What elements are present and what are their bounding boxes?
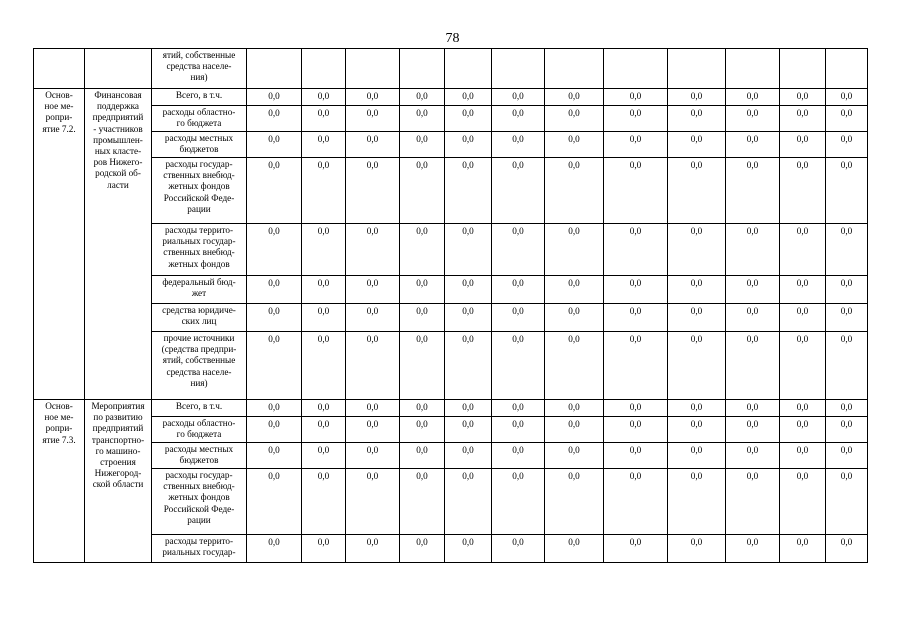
value-cell: 0,0	[400, 89, 445, 106]
value-cell: 0,0	[346, 469, 400, 535]
value-cell: 0,0	[247, 158, 302, 224]
value-cell: 0,0	[400, 106, 445, 132]
table-row	[34, 224, 868, 276]
value-cell: 0,0	[492, 443, 545, 469]
value-cell: 0,0	[400, 417, 445, 443]
value-cell: 0,0	[400, 400, 445, 417]
value-cell: 0,0	[726, 400, 780, 417]
value-cell: 0,0	[400, 535, 445, 563]
value-cell: 0,0	[346, 417, 400, 443]
value-cell: 0,0	[545, 224, 604, 276]
value-cell: 0,0	[668, 417, 726, 443]
value-cell: 0,0	[545, 400, 604, 417]
value-cell: 0,0	[346, 332, 400, 400]
value-cell: 0,0	[826, 535, 868, 563]
table-row	[34, 400, 868, 417]
activity-type-cell: Основ- ное ме- ропри- ятие 7.3.	[34, 400, 85, 563]
value-cell: 0,0	[604, 276, 668, 304]
value-cell: 0,0	[726, 224, 780, 276]
value-cell: 0,0	[302, 332, 346, 400]
value-cell: 0,0	[604, 535, 668, 563]
value-cell: 0,0	[445, 443, 492, 469]
value-cell: 0,0	[604, 417, 668, 443]
value-cell: 0,0	[346, 89, 400, 106]
value-cell	[302, 49, 346, 89]
value-cell: 0,0	[400, 224, 445, 276]
funding-source-cell: расходы областно- го бюджета	[152, 417, 247, 443]
value-cell: 0,0	[604, 443, 668, 469]
value-cell: 0,0	[247, 535, 302, 563]
value-cell: 0,0	[346, 304, 400, 332]
value-cell	[492, 49, 545, 89]
value-cell	[826, 49, 868, 89]
table-row	[34, 304, 868, 332]
activity-name-cell: Мероприятия по развитию предприятий транспортно- го машино- строения Нижегород- ской области	[85, 400, 152, 563]
value-cell: 0,0	[445, 158, 492, 224]
value-cell: 0,0	[247, 332, 302, 400]
value-cell: 0,0	[604, 400, 668, 417]
value-cell	[400, 49, 445, 89]
value-cell: 0,0	[668, 443, 726, 469]
value-cell: 0,0	[780, 535, 826, 563]
value-cell: 0,0	[604, 332, 668, 400]
value-cell: 0,0	[247, 417, 302, 443]
value-cell: 0,0	[346, 443, 400, 469]
value-cell: 0,0	[726, 535, 780, 563]
activity-type-cell: Основ- ное ме- ропри- ятие 7.2.	[34, 89, 85, 400]
value-cell: 0,0	[492, 332, 545, 400]
activity-name-cell: Финансовая поддержка предприятий - участников промышлен- ных класте- ров Нижего- родской об- ласти	[85, 89, 152, 400]
value-cell: 0,0	[247, 276, 302, 304]
value-cell: 0,0	[247, 106, 302, 132]
value-cell: 0,0	[826, 89, 868, 106]
value-cell: 0,0	[826, 158, 868, 224]
name-cell	[85, 49, 152, 89]
value-cell: 0,0	[604, 132, 668, 158]
value-cell: 0,0	[668, 469, 726, 535]
value-cell: 0,0	[545, 443, 604, 469]
value-cell: 0,0	[826, 469, 868, 535]
value-cell: 0,0	[492, 106, 545, 132]
value-cell: 0,0	[826, 332, 868, 400]
value-cell: 0,0	[492, 224, 545, 276]
value-cell: 0,0	[445, 276, 492, 304]
value-cell: 0,0	[492, 535, 545, 563]
value-cell: 0,0	[302, 224, 346, 276]
value-cell: 0,0	[445, 304, 492, 332]
value-cell: 0,0	[726, 469, 780, 535]
table-row	[34, 276, 868, 304]
funding-source-cell: расходы местных бюджетов	[152, 132, 247, 158]
value-cell: 0,0	[302, 304, 346, 332]
value-cell: 0,0	[668, 332, 726, 400]
value-cell: 0,0	[545, 276, 604, 304]
value-cell: 0,0	[445, 400, 492, 417]
value-cell: 0,0	[492, 400, 545, 417]
value-cell: 0,0	[302, 535, 346, 563]
value-cell: 0,0	[400, 469, 445, 535]
funding-source-cell: федеральный бюд- жет	[152, 276, 247, 304]
budget-table	[33, 48, 868, 563]
value-cell: 0,0	[346, 535, 400, 563]
value-cell: 0,0	[400, 276, 445, 304]
value-cell: 0,0	[492, 417, 545, 443]
value-cell: 0,0	[780, 158, 826, 224]
table-row	[34, 49, 868, 89]
value-cell	[346, 49, 400, 89]
value-cell: 0,0	[302, 132, 346, 158]
value-cell: 0,0	[445, 469, 492, 535]
value-cell: 0,0	[668, 89, 726, 106]
value-cell: 0,0	[668, 132, 726, 158]
value-cell: 0,0	[445, 132, 492, 158]
source-cell: ятий, собственные средства населе- ния)	[152, 49, 247, 89]
value-cell: 0,0	[545, 469, 604, 535]
value-cell: 0,0	[780, 400, 826, 417]
value-cell: 0,0	[604, 106, 668, 132]
value-cell: 0,0	[726, 304, 780, 332]
value-cell: 0,0	[604, 304, 668, 332]
value-cell: 0,0	[726, 332, 780, 400]
type-cell	[34, 49, 85, 89]
value-cell: 0,0	[668, 158, 726, 224]
value-cell	[780, 49, 826, 89]
value-cell: 0,0	[302, 89, 346, 106]
table-row	[34, 89, 868, 106]
value-cell: 0,0	[400, 332, 445, 400]
funding-source-cell: расходы террито- риальных государ-	[152, 535, 247, 563]
value-cell: 0,0	[247, 400, 302, 417]
value-cell: 0,0	[780, 106, 826, 132]
value-cell: 0,0	[826, 132, 868, 158]
value-cell: 0,0	[545, 89, 604, 106]
value-cell: 0,0	[302, 443, 346, 469]
funding-source-cell: расходы местных бюджетов	[152, 443, 247, 469]
table-row	[34, 417, 868, 443]
value-cell: 0,0	[400, 304, 445, 332]
funding-source-cell: прочие источники (средства предпри- ятий, собственные средства населе- ния)	[152, 332, 247, 400]
value-cell: 0,0	[346, 224, 400, 276]
table-row	[34, 443, 868, 469]
value-cell: 0,0	[780, 276, 826, 304]
value-cell: 0,0	[302, 158, 346, 224]
value-cell: 0,0	[302, 417, 346, 443]
value-cell: 0,0	[492, 304, 545, 332]
table-row	[34, 535, 868, 563]
value-cell: 0,0	[545, 158, 604, 224]
value-cell: 0,0	[492, 89, 545, 106]
funding-source-cell: средства юридиче- ских лиц	[152, 304, 247, 332]
table-row	[34, 132, 868, 158]
value-cell	[445, 49, 492, 89]
value-cell: 0,0	[247, 443, 302, 469]
value-cell: 0,0	[247, 469, 302, 535]
value-cell: 0,0	[726, 158, 780, 224]
funding-source-cell: расходы террито- риальных государ- ственных внебюд- жетных фондов	[152, 224, 247, 276]
value-cell: 0,0	[492, 132, 545, 158]
value-cell: 0,0	[826, 417, 868, 443]
value-cell: 0,0	[826, 443, 868, 469]
value-cell: 0,0	[726, 89, 780, 106]
value-cell	[604, 49, 668, 89]
value-cell: 0,0	[780, 443, 826, 469]
value-cell: 0,0	[726, 132, 780, 158]
value-cell: 0,0	[302, 469, 346, 535]
value-cell: 0,0	[604, 469, 668, 535]
value-cell: 0,0	[604, 89, 668, 106]
value-cell: 0,0	[780, 417, 826, 443]
value-cell: 0,0	[726, 276, 780, 304]
value-cell: 0,0	[247, 89, 302, 106]
value-cell	[668, 49, 726, 89]
value-cell: 0,0	[247, 304, 302, 332]
value-cell: 0,0	[302, 276, 346, 304]
value-cell: 0,0	[780, 224, 826, 276]
value-cell: 0,0	[726, 106, 780, 132]
value-cell: 0,0	[668, 535, 726, 563]
value-cell: 0,0	[780, 132, 826, 158]
value-cell: 0,0	[780, 89, 826, 106]
value-cell: 0,0	[826, 304, 868, 332]
value-cell: 0,0	[826, 400, 868, 417]
funding-source-cell: Всего, в т.ч.	[152, 400, 247, 417]
value-cell: 0,0	[302, 106, 346, 132]
funding-source-cell: расходы областно- го бюджета	[152, 106, 247, 132]
value-cell: 0,0	[826, 106, 868, 132]
value-cell: 0,0	[726, 443, 780, 469]
value-cell: 0,0	[668, 106, 726, 132]
value-cell: 0,0	[826, 224, 868, 276]
value-cell: 0,0	[668, 276, 726, 304]
value-cell: 0,0	[445, 106, 492, 132]
value-cell: 0,0	[400, 443, 445, 469]
value-cell: 0,0	[346, 158, 400, 224]
value-cell: 0,0	[726, 417, 780, 443]
value-cell: 0,0	[346, 106, 400, 132]
value-cell: 0,0	[346, 276, 400, 304]
value-cell	[545, 49, 604, 89]
value-cell: 0,0	[302, 400, 346, 417]
value-cell: 0,0	[400, 132, 445, 158]
value-cell: 0,0	[247, 224, 302, 276]
value-cell: 0,0	[826, 276, 868, 304]
value-cell: 0,0	[780, 304, 826, 332]
table-row	[34, 469, 868, 535]
value-cell	[247, 49, 302, 89]
table-row	[34, 158, 868, 224]
value-cell: 0,0	[445, 332, 492, 400]
value-cell: 0,0	[445, 224, 492, 276]
value-cell: 0,0	[668, 400, 726, 417]
funding-source-cell: расходы государ- ственных внебюд- жетных фондов Российской Феде- рации	[152, 469, 247, 535]
value-cell: 0,0	[445, 535, 492, 563]
table-row	[34, 332, 868, 400]
value-cell: 0,0	[400, 158, 445, 224]
value-cell: 0,0	[492, 158, 545, 224]
value-cell: 0,0	[780, 469, 826, 535]
value-cell: 0,0	[545, 304, 604, 332]
value-cell: 0,0	[545, 535, 604, 563]
value-cell: 0,0	[668, 304, 726, 332]
value-cell: 0,0	[668, 224, 726, 276]
value-cell: 0,0	[492, 469, 545, 535]
value-cell: 0,0	[604, 224, 668, 276]
value-cell	[726, 49, 780, 89]
value-cell: 0,0	[445, 417, 492, 443]
table-row	[34, 106, 868, 132]
funding-source-cell: расходы государ- ственных внебюд- жетных фондов Российской Феде- рации	[152, 158, 247, 224]
value-cell: 0,0	[247, 132, 302, 158]
value-cell: 0,0	[545, 417, 604, 443]
value-cell: 0,0	[445, 89, 492, 106]
value-cell: 0,0	[346, 400, 400, 417]
value-cell: 0,0	[780, 332, 826, 400]
value-cell: 0,0	[545, 132, 604, 158]
value-cell: 0,0	[346, 132, 400, 158]
value-cell: 0,0	[545, 332, 604, 400]
funding-source-cell: Всего, в т.ч.	[152, 89, 247, 106]
value-cell: 0,0	[604, 158, 668, 224]
page-number: 78	[445, 31, 460, 46]
value-cell: 0,0	[545, 106, 604, 132]
value-cell: 0,0	[492, 276, 545, 304]
